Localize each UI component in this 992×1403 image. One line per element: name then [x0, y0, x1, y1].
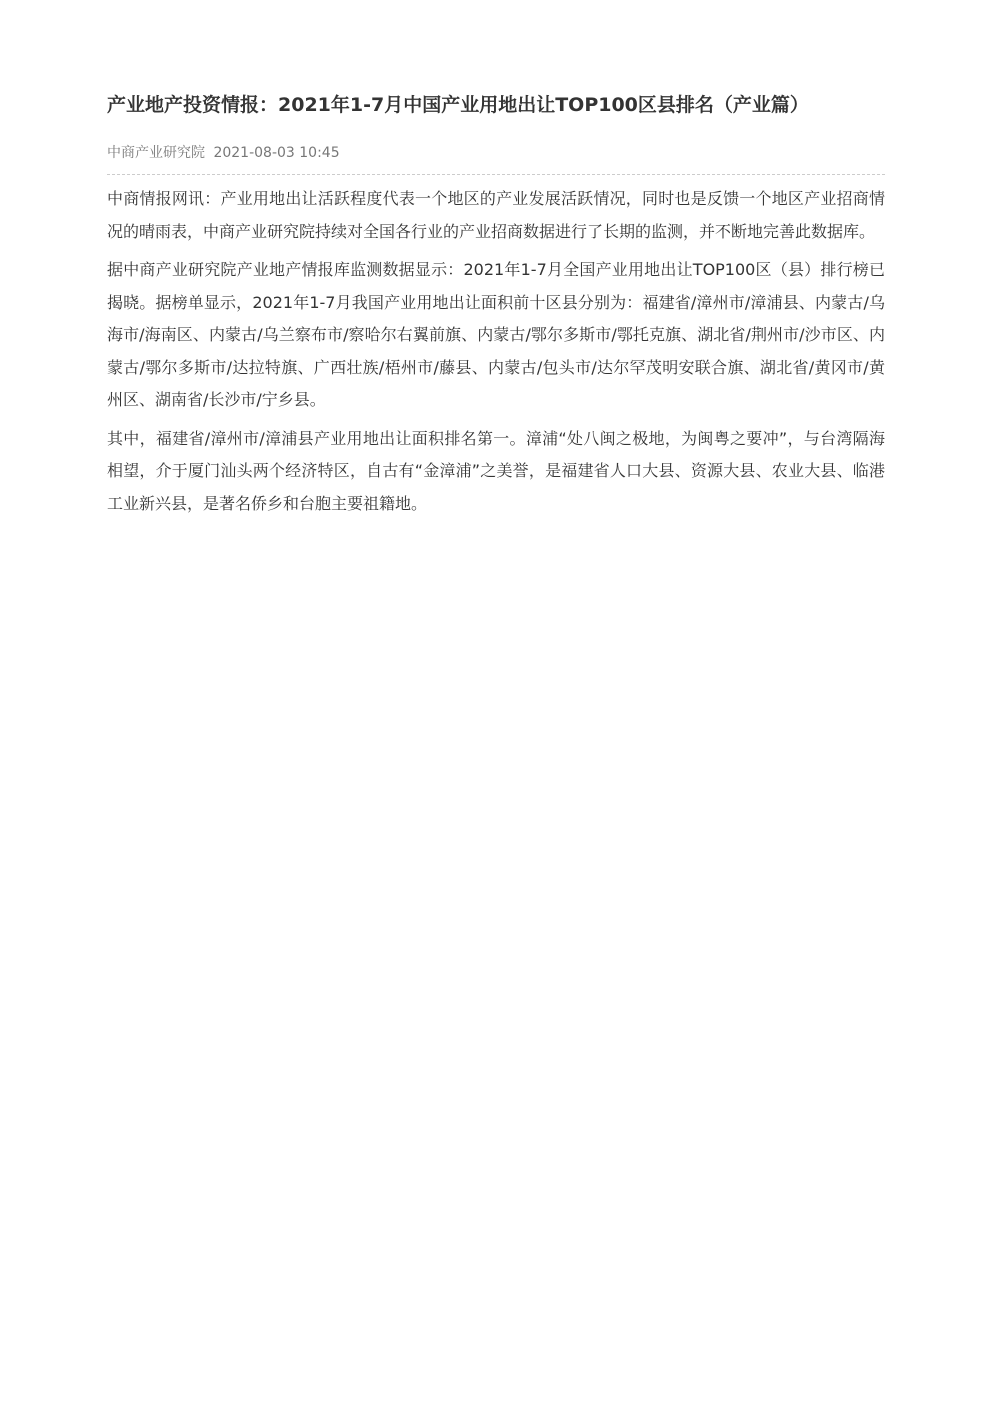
article-title: 产业地产投资情报：2021年1-7月中国产业用地出让TOP100区县排名（产业篇） — [107, 94, 809, 116]
article-datetime: 2021-08-03 10:45 — [213, 145, 340, 161]
divider — [107, 174, 885, 175]
article-body — [107, 183, 885, 520]
article-paragraph: 中商情报网讯：产业用地出让活跃程度代表一个地区的产业发展活跃情况，同时也是反馈一个地区产业招商情况的晴雨表，中商产业研究院持续对全国各行业的产业招商数据进行了长期的监测，并不断地完善此数据库。 — [107, 189, 885, 241]
article-paragraph: 据中商产业研究院产业地产情报库监测数据显示：2021年1-7月全国产业用地出让TOP100区（县）排行榜已揭晓。据榜单显示，2021年1-7月我国产业用地出让面积前十区县分别为：福建省/漳州市/漳浦县、内蒙古/乌海市/海南区、内蒙古/乌兰察布市/察哈尔右翼前旗、内蒙古/鄂尔多斯市/鄂托克旗、湖北省/荆州市/沙市区、内蒙古/鄂尔多斯市/达拉特旗、广西壮族/梧州市/藤县、内蒙古/包头市/达尔罕茂明安联合旗、湖北省/黄冈市/黄州区、湖南省/长沙市/宁乡县。 — [107, 260, 885, 409]
article-source: 中商产业研究院 — [107, 145, 205, 161]
article — [107, 88, 885, 526]
article-meta — [107, 143, 885, 163]
article-paragraph: 其中，福建省/漳州市/漳浦县产业用地出让面积排名第一。漳浦“处八闽之极地，为闽粤之要冲”，与台湾隔海相望，介于厦门汕头两个经济特区，自古有“金漳浦”之美誉，是福建省人口大县、资源大县、农业大县、临港工业新兴县，是著名侨乡和台胞主要祖籍地。 — [107, 428, 885, 513]
